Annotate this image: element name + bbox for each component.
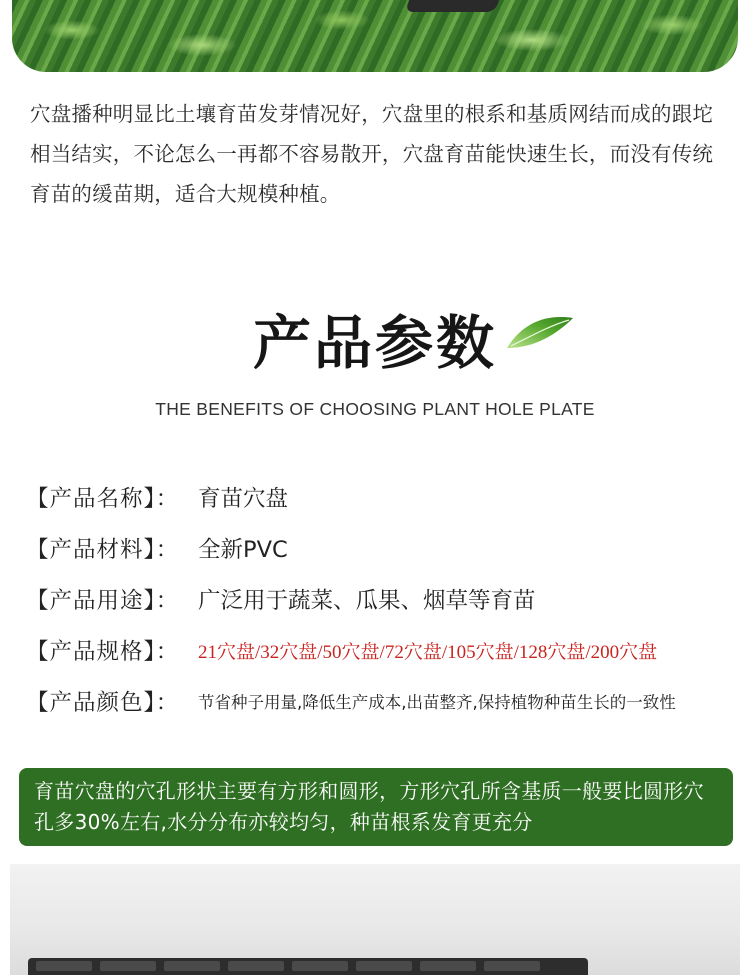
section-subtitle: THE BENEFITS OF CHOOSING PLANT HOLE PLATE [155, 399, 595, 419]
param-label: 【产品材料】： [26, 537, 180, 563]
param-row-usage [26, 584, 536, 614]
info-banner [19, 768, 733, 846]
param-value: 节省种子用量,降低生产成本,出苗整齐,保持植物种苗生长的一致性 [198, 693, 676, 712]
param-row-name [26, 482, 288, 512]
param-value: 广泛用于蔬菜、瓜果、烟草等育苗 [198, 588, 536, 614]
param-row-spec [26, 635, 657, 665]
param-value: 育苗穴盘 [198, 486, 289, 512]
param-value: 全新PVC [198, 537, 288, 563]
leaf-icon [505, 312, 575, 352]
param-label: 【产品颜色】： [26, 690, 180, 716]
section-title: 产品参数 [252, 309, 497, 377]
seedling-photo-top [12, 0, 738, 72]
param-label: 【产品用途】： [26, 588, 180, 614]
param-value-spec: 21穴盘/32穴盘/50穴盘/72穴盘/105穴盘/128穴盘/200穴盘 [198, 641, 658, 663]
param-row-material [26, 533, 288, 563]
param-label: 【产品名称】： [26, 486, 180, 512]
info-banner-text: 育苗穴盘的穴孔形状主要有方形和圆形，方形穴孔所含基质一般要比圆形穴孔多30%左右,水分分布亦较均匀，种苗根系发育更充分 [34, 779, 704, 834]
param-row-color [26, 686, 676, 716]
tray-image [28, 958, 588, 975]
tray-photo-bottom [10, 864, 740, 975]
intro-paragraph: 穴盘播种明显比土壤育苗发芽情况好，穴盘里的根系和基质网结而成的跟坨相当结实，不论怎么一再都不容易散开，穴盘育苗能快速生长，而没有传统育苗的缓苗期，适合大规模种植。 [30, 102, 714, 206]
tray-edge [405, 0, 499, 12]
param-label: 【产品规格】： [26, 639, 180, 665]
